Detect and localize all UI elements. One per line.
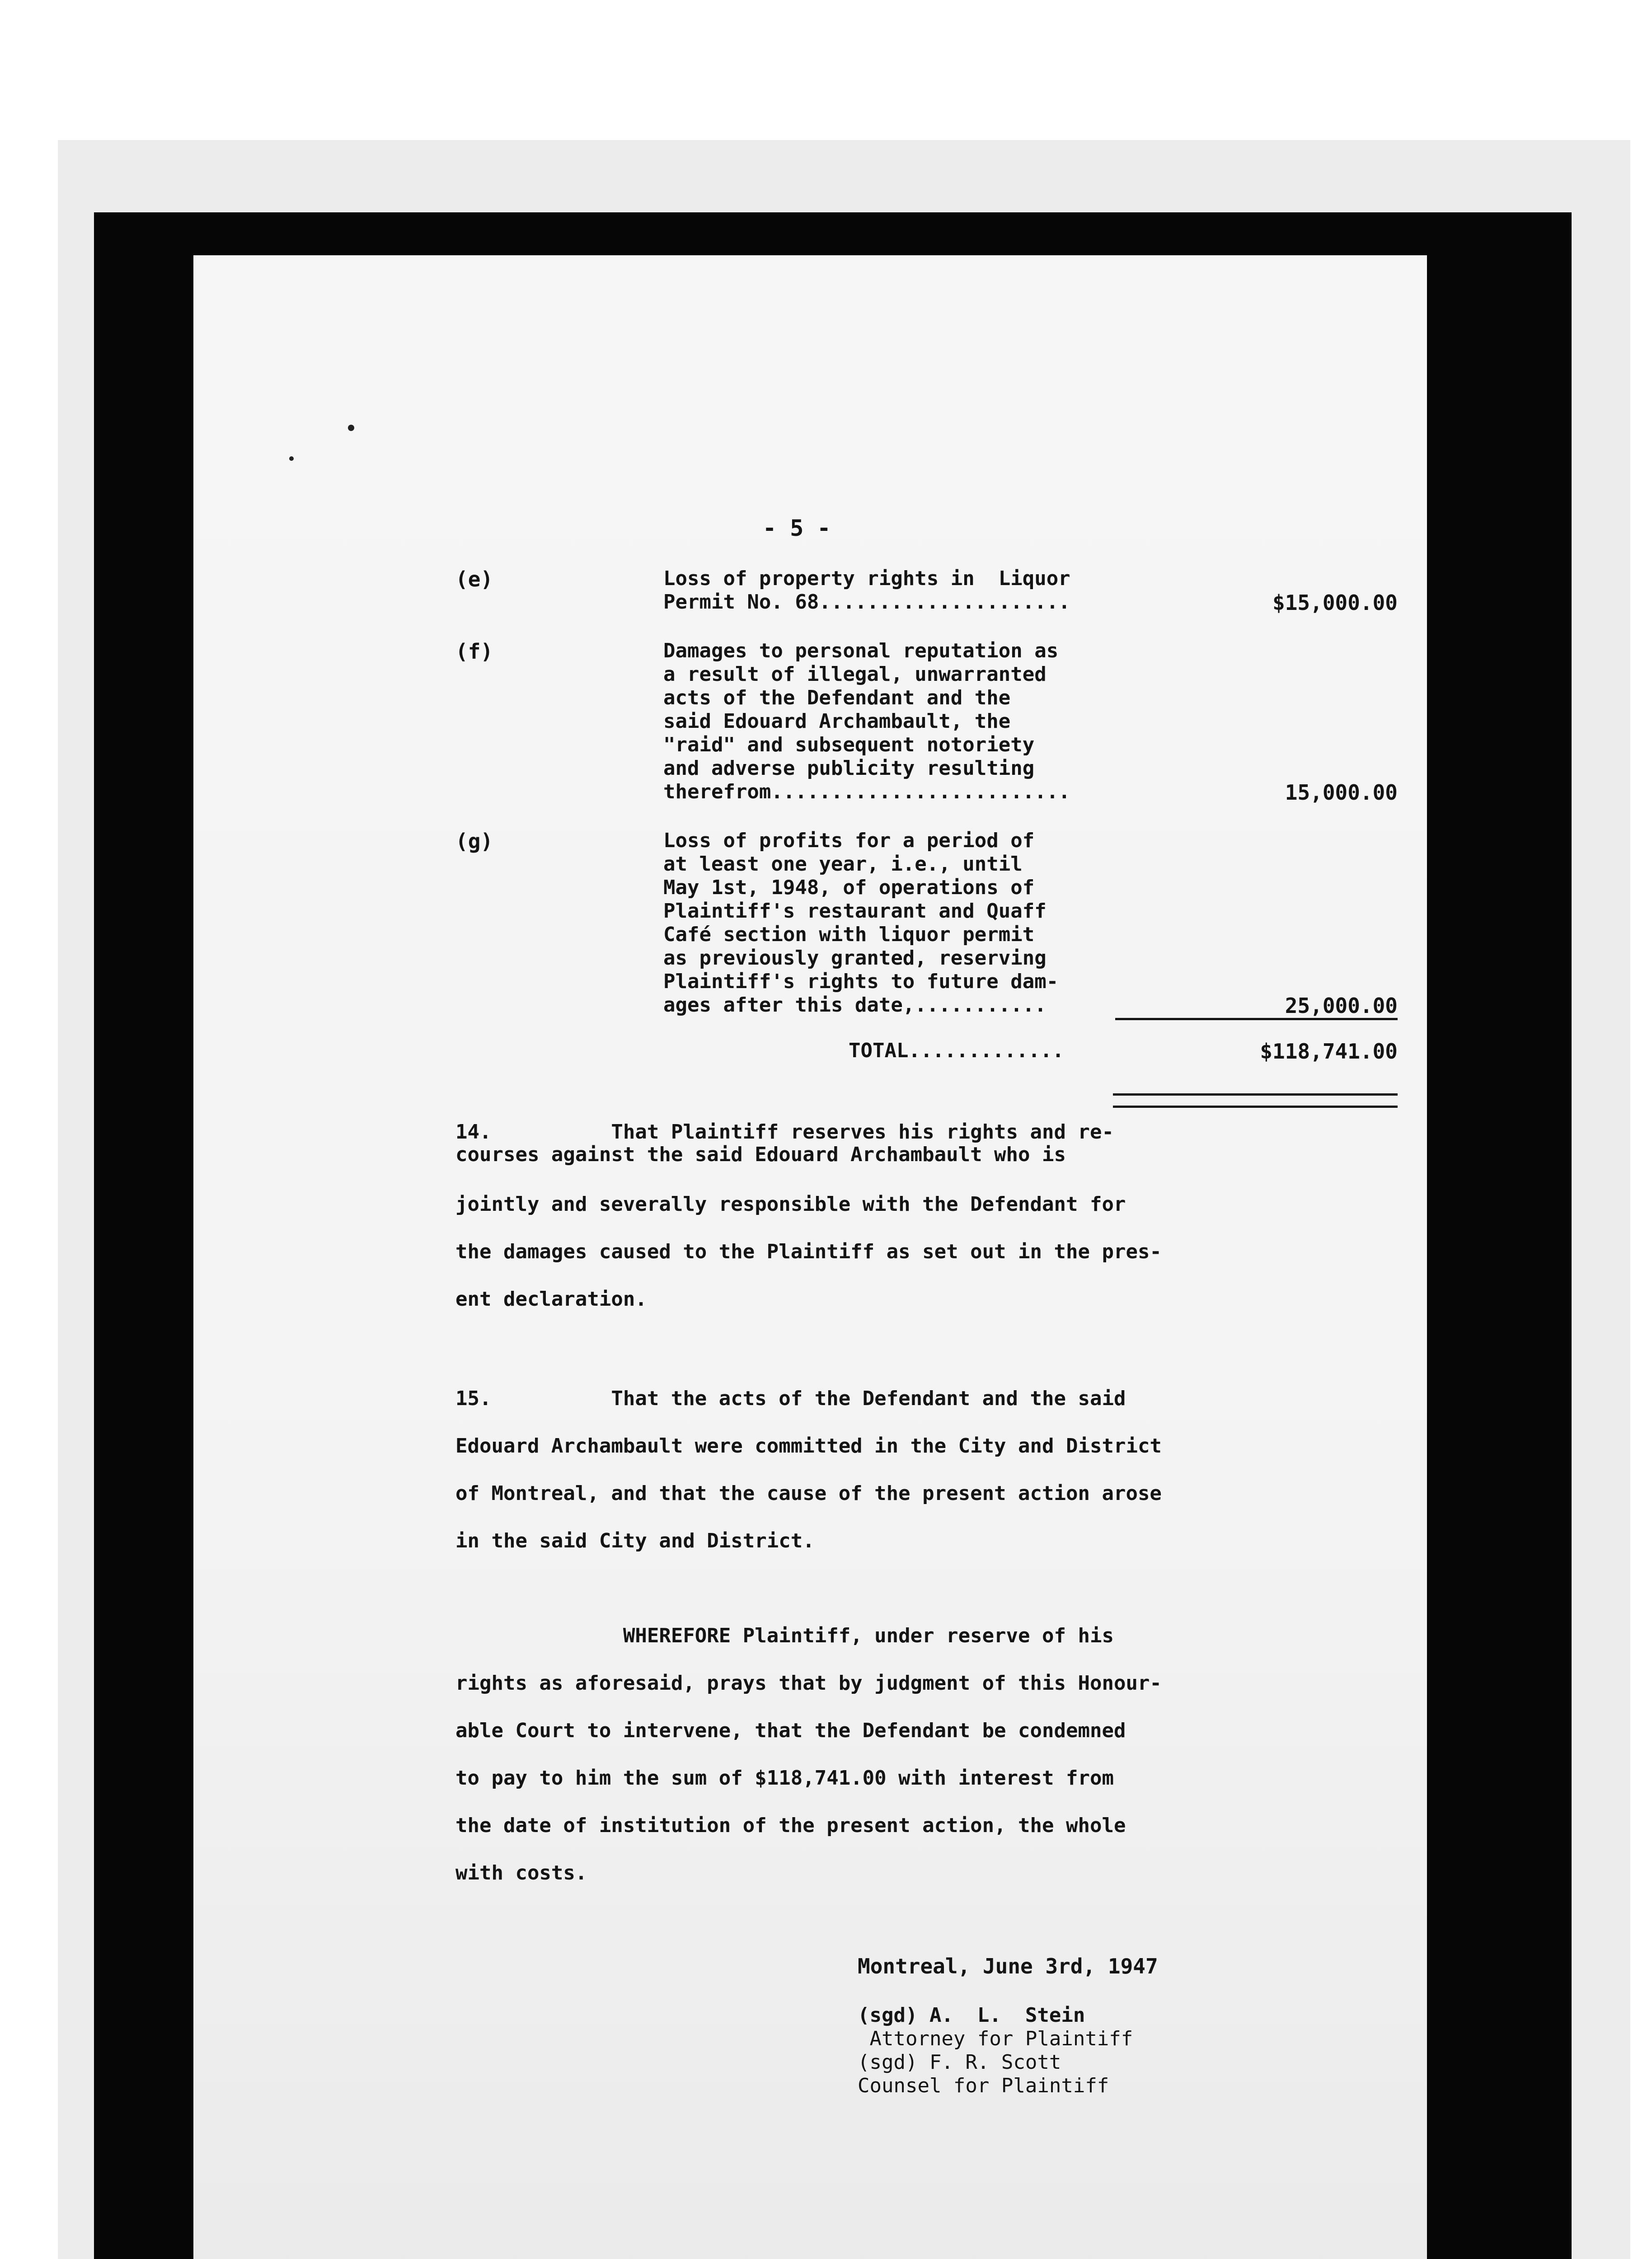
wherefore-line: WHEREFORE Plaintiff, under reserve of his bbox=[455, 1624, 1114, 1647]
page-number: - 5 - bbox=[763, 515, 831, 541]
film-speck bbox=[289, 456, 294, 461]
total-amount: $118,741.00 bbox=[1260, 1039, 1398, 1064]
item-line: a result of illegal, unwarranted bbox=[663, 663, 1047, 686]
item-desc-e bbox=[663, 567, 1138, 614]
amount-g: 25,000.00 bbox=[1115, 994, 1398, 1020]
film-speck bbox=[348, 425, 354, 431]
item-line: "raid" and subsequent notoriety bbox=[663, 733, 1035, 756]
para15-line: in the said City and District. bbox=[455, 1529, 815, 1552]
para14-line: the damages caused to the Plaintiff as set out in the pres- bbox=[455, 1240, 1162, 1263]
signature-line: (sgd) F. R. Scott bbox=[858, 2051, 1061, 2074]
item-line: Plaintiff's rights to future dam- bbox=[663, 970, 1059, 993]
signature-line: Counsel for Plaintiff bbox=[858, 2074, 1109, 2097]
item-desc-f bbox=[663, 639, 1138, 804]
item-line: Loss of profits for a period of bbox=[663, 829, 1035, 852]
item-line: as previously granted, reserving bbox=[663, 947, 1047, 970]
para15-line: Edouard Archambault were committed in the City and District bbox=[455, 1434, 1162, 1458]
wherefore-line: with costs. bbox=[455, 1861, 587, 1884]
wherefore-line: the date of institution of the present action, the whole bbox=[455, 1814, 1126, 1837]
wherefore-line: able Court to intervene, that the Defendant be condemned bbox=[455, 1719, 1126, 1742]
place-date: Montreal, June 3rd, 1947 bbox=[858, 1954, 1158, 1978]
item-letter-f: (f) bbox=[455, 639, 493, 664]
item-line: Permit No. 68..................... bbox=[663, 591, 1070, 614]
para14-line: jointly and severally responsible with the Defendant for bbox=[455, 1193, 1126, 1216]
document-page bbox=[193, 255, 1427, 2259]
wherefore-line: to pay to him the sum of $118,741.00 with interest from bbox=[455, 1767, 1114, 1790]
item-line: Plaintiff's restaurant and Quaff bbox=[663, 900, 1047, 923]
para14-line: 14. That Plaintiff reserves his rights and re- bbox=[455, 1120, 1114, 1144]
total-double-rule bbox=[1113, 1093, 1398, 1108]
para14-line: ent declaration. bbox=[455, 1288, 647, 1311]
para15-line: 15. That the acts of the Defendant and the said bbox=[455, 1387, 1126, 1410]
item-line: at least one year, i.e., until bbox=[663, 853, 1023, 876]
signature-line: Attorney for Plaintiff bbox=[858, 2027, 1133, 2050]
item-line: acts of the Defendant and the bbox=[663, 686, 1011, 709]
item-line: said Edouard Archambault, the bbox=[663, 710, 1011, 733]
wherefore-line: rights as aforesaid, prays that by judgment of this Honour- bbox=[455, 1672, 1162, 1695]
item-line: Loss of property rights in Liquor bbox=[663, 567, 1070, 590]
item-line: therefrom......................... bbox=[663, 780, 1070, 803]
para15-line: of Montreal, and that the cause of the present action arose bbox=[455, 1482, 1162, 1505]
signature-line: (sgd) A. L. Stein bbox=[858, 2004, 1085, 2027]
item-line: ages after this date,........... bbox=[663, 994, 1047, 1017]
item-letter-e: (e) bbox=[455, 567, 493, 591]
amount-e: $15,000.00 bbox=[1272, 591, 1398, 615]
item-line: Damages to personal reputation as bbox=[663, 639, 1059, 662]
amount-f: 15,000.00 bbox=[1285, 780, 1398, 805]
item-line: and adverse publicity resulting bbox=[663, 757, 1035, 780]
item-line: Café section with liquor permit bbox=[663, 923, 1035, 946]
item-line: May 1st, 1948, of operations of bbox=[663, 876, 1035, 899]
item-letter-g: (g) bbox=[455, 829, 493, 853]
item-desc-g bbox=[663, 829, 1138, 1017]
total-label: TOTAL............. bbox=[849, 1039, 1064, 1062]
para14-line: courses against the said Edouard Archambault who is bbox=[455, 1143, 1066, 1166]
